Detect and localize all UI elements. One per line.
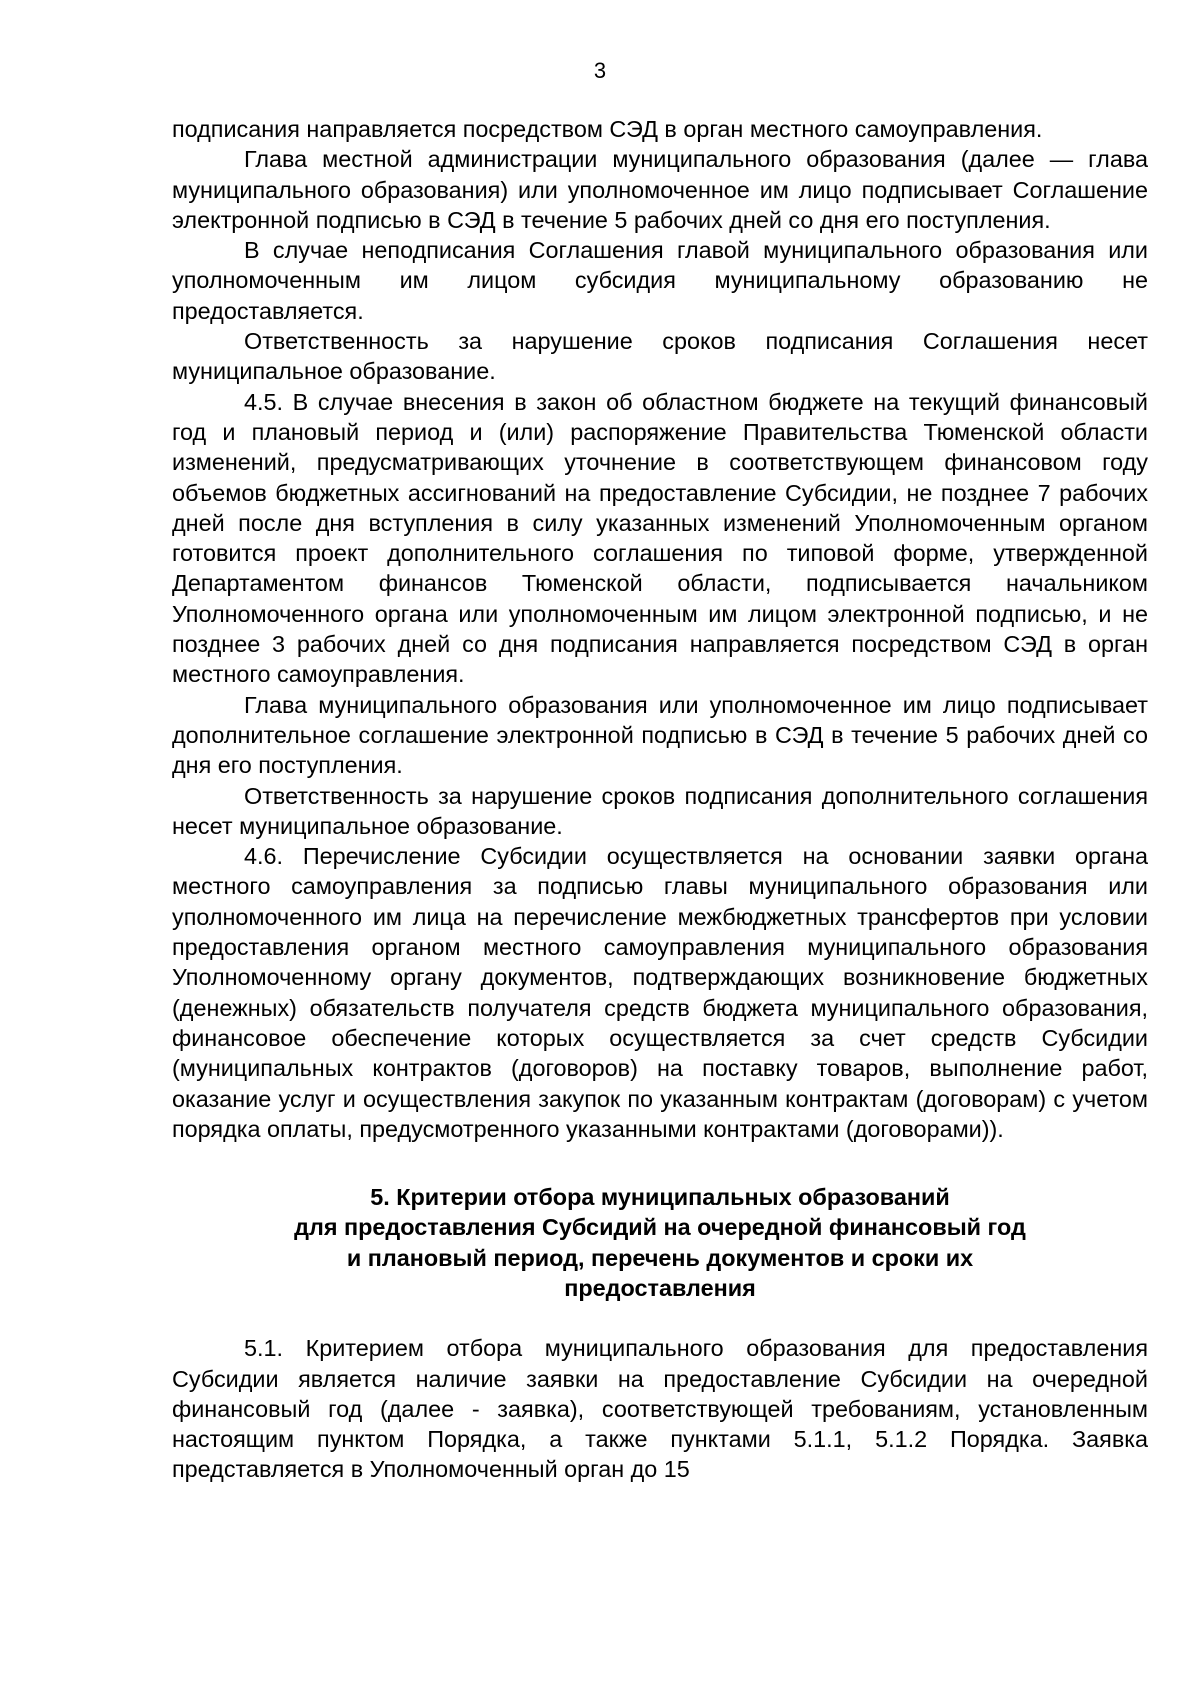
paragraph-responsibility: Ответственность за нарушение сроков подписания Соглашения несет муниципальное образование. (172, 328, 1148, 385)
section-5-heading (172, 1182, 1148, 1303)
heading-line-1: 5. Критерии отбора муниципальных образований (370, 1184, 950, 1211)
paragraph-additional-signing: Глава муниципального образования или уполномоченное им лицо подписывает дополнительное соглашение электронной подписью в СЭД в течение 5 рабочих дней со дня его поступления. (172, 691, 1148, 779)
paragraph-5-1: 5.1. Критерием отбора муниципального образования для предоставления Субсидии является наличие заявки на предоставление Субсидии на очередной финансовый год (далее - заявка), соответствующей требованиям, установленным настоящим пунктом Порядка, а также пунктами 5.1.1, 5.1.2 Порядка. Заявка представляется в Уполномоченный орган до 15 (172, 1335, 1148, 1483)
heading-line-4: предоставления (564, 1274, 756, 1301)
paragraph-4-5: 4.5. В случае внесения в закон об областном бюджете на текущий финансовый год и плановый период и (или) распоряжение Правительства Тюменской области изменений, предусматривающих уточнение в соответствующем финансовом году объемов бюджетных ассигнований на предоставление Субсидии, не позднее 7 рабочих дней после дня вступления в силу указанных изменений Уполномоченным органом готовится проект дополнительного соглашения по типовой форме, утвержденной Департаментом финансов Тюменской области, подписывается начальником Уполномоченного органа или уполномоченным им лицом электронной подписью, и не позднее 3 рабочих дней со дня подписания направляется посредством СЭД в орган местного самоуправления. (172, 388, 1148, 688)
paragraph-4-6: 4.6. Перечисление Субсидии осуществляется на основании заявки органа местного самоуправления за подписью главы муниципального образования или уполномоченного им лица на перечисление межбюджетных трансфертов при условии предоставления органом местного самоуправления муниципального образования Уполномоченному органу документов, подтверждающих возникновение бюджетных (денежных) обязательств получателя средств бюджета муниципального образования, финансовое обеспечение которых осуществляется за счет средств Субсидии (муниципальных контрактов (договоров) на поставку товаров, выполнение работ, оказание услуг и осуществления закупок по указанным контрактам (договорам) с учетом порядка оплаты, предусмотренного указанными контрактами (договорами)). (172, 843, 1148, 1142)
heading-line-3: и плановый период, перечень документов и сроки их (346, 1244, 974, 1271)
page-number: 3 (593, 58, 607, 83)
paragraph-additional-responsibility: Ответственность за нарушение сроков подписания дополнительного соглашения несет муниципальное образование. (172, 782, 1148, 839)
heading-line-2: для предоставления Субсидий на очередной финансовый год (294, 1214, 1026, 1241)
document-body (172, 114, 1148, 1485)
paragraph-head-signs: Глава местной администрации муниципального образования (далее — глава муниципального образования) или уполномоченное им лицо подписывает Соглашение электронной подписью в СЭД в течение 5 рабочих дней со дня его поступления. (172, 146, 1148, 233)
paragraph-not-signed: В случае неподписания Соглашения главой муниципального образования или уполномоченным им лицом субсидия муниципальному образованию не предоставляется. (172, 237, 1148, 324)
paragraph-continuation: подписания направляется посредством СЭД в орган местного самоуправления. (172, 116, 1043, 142)
